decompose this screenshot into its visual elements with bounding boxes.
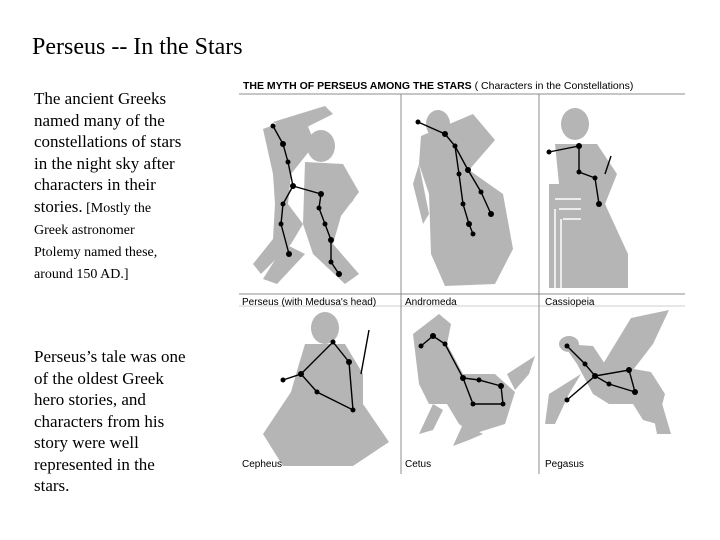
slide-title: Perseus -- In the Stars xyxy=(32,34,243,60)
caption-cepheus: Cepheus xyxy=(242,459,283,470)
figure-title xyxy=(243,80,633,92)
figure-title-bold: THE MYTH OF PERSEUS AMONG THE STARS xyxy=(243,80,472,92)
intro-note-text: [Mostly the Greek astronomer Ptolemy named these, around 150 AD.] xyxy=(34,200,158,282)
caption-perseus: Perseus (with Medusa's head) xyxy=(242,297,377,308)
intro-main-text: The ancient Greeks named many of the constellations of stars in the night sky after characters in their stories. xyxy=(34,89,182,216)
caption-cetus: Cetus xyxy=(405,459,432,470)
intro-paragraph xyxy=(34,88,184,284)
perseus-paragraph: Perseus’s tale was one of the oldest Greek hero stories, and characters from his story were well represented in the stars. xyxy=(34,347,186,495)
caption-pegasus: Pegasus xyxy=(545,459,584,470)
figure-subtitle: ( Characters in the Constellations) xyxy=(471,80,634,92)
caption-cassiopeia: Cassiopeia xyxy=(545,297,595,308)
constellation-figure xyxy=(233,74,690,476)
caption-andromeda: Andromeda xyxy=(405,297,457,308)
